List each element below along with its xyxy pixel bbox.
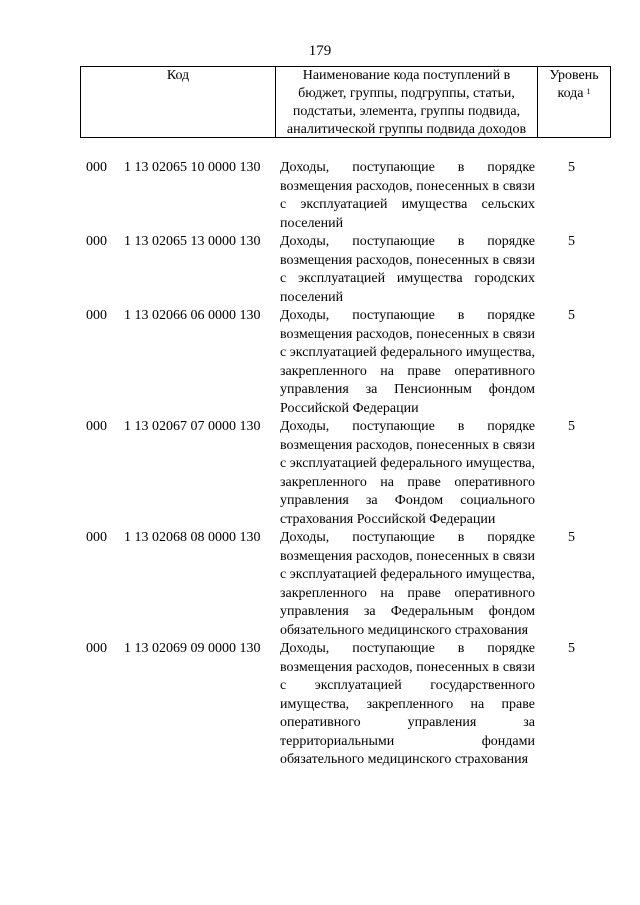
admin-code: 000: [86, 308, 107, 323]
header-level-footnote: 1: [586, 87, 591, 96]
table-row: [0, 233, 640, 307]
header-name: Наименование кода поступлений в бюджет, группы, подгруппы, статьи, подстатьи, элемента, группы подвида, аналитической группы подвида доходов: [276, 67, 538, 137]
revenue-code: 1 13 02068 08 0000 130: [124, 530, 261, 545]
revenue-name: Доходы, поступающие в порядке возмещения расходов, понесенных в связи с эксплуатацией федерального имущества, закрепленного на праве оперативного управления за Фондом социального страхования Российской Федерации: [280, 419, 535, 527]
revenue-code: 1 13 02069 09 0000 130: [124, 641, 261, 656]
revenue-name: Доходы, поступающие в порядке возмещения расходов, понесенных в связи с эксплуатацией федерального имущества, закрепленного на праве оперативного управления за Пенсионным фондом Российской Федерации: [280, 308, 535, 416]
admin-code: 000: [86, 234, 107, 249]
revenue-code-table: [0, 159, 640, 770]
revenue-code: 1 13 02065 13 0000 130: [124, 234, 261, 249]
header-level-label: Уровень кода: [549, 68, 599, 101]
revenue-name: Доходы, поступающие в порядке возмещения расходов, понесенных в связи с эксплуатацией имущества сельских поселений: [280, 160, 535, 231]
admin-code: 000: [86, 419, 107, 434]
page-number: 179: [308, 43, 332, 59]
code-level: 5: [568, 530, 575, 545]
revenue-code: 1 13 02065 10 0000 130: [124, 160, 261, 175]
revenue-code: 1 13 02066 06 0000 130: [124, 308, 261, 323]
revenue-name: Доходы, поступающие в порядке возмещения расходов, понесенных в связи с эксплуатацией федерального имущества, закрепленного на праве оперативного управления за Федеральным фондом обязательного медицинского страхования: [280, 530, 535, 638]
code-level: 5: [568, 641, 575, 656]
revenue-name: Доходы, поступающие в порядке возмещения расходов, понесенных в связи с эксплуатацией имущества городских поселений: [280, 234, 535, 305]
header-code: Код: [81, 67, 276, 137]
code-level: 5: [568, 419, 575, 434]
admin-code: 000: [86, 641, 107, 656]
table-row: [0, 307, 640, 418]
table-row: [0, 418, 640, 529]
table-row: [0, 159, 640, 233]
admin-code: 000: [86, 160, 107, 175]
revenue-name: Доходы, поступающие в порядке возмещения расходов, понесенных в связи с эксплуатацией государственного имущества, закрепленного на праве оперативного управления за территориальными фондами обязательного медицинского страхования: [280, 641, 535, 767]
revenue-code: 1 13 02067 07 0000 130: [124, 419, 261, 434]
code-level: 5: [568, 160, 575, 175]
code-level: 5: [568, 234, 575, 249]
table-row: [0, 640, 640, 770]
table-row: [0, 529, 640, 640]
table-header: [80, 66, 611, 138]
code-level: 5: [568, 308, 575, 323]
header-level: [538, 67, 610, 137]
admin-code: 000: [86, 530, 107, 545]
